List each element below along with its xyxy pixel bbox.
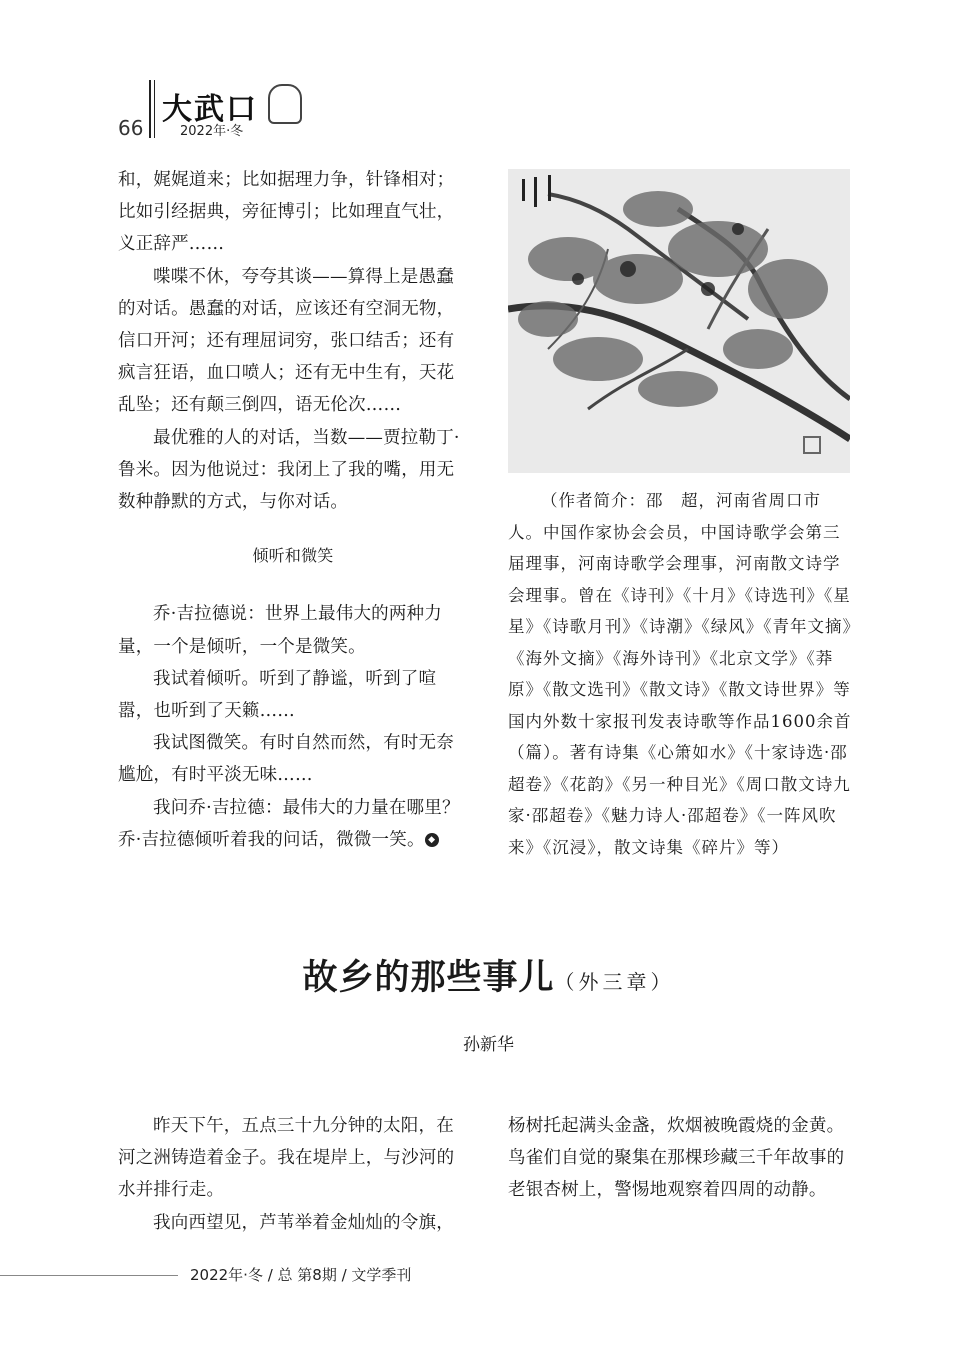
article-title-main: 故乡的那些事儿: [302, 958, 555, 998]
article-right-column: [508, 1110, 852, 1207]
header-divider: [149, 80, 151, 138]
section-subheading: 倾听和微笑: [252, 546, 334, 566]
ink-painting-image: [508, 169, 850, 473]
author-biography: [508, 485, 852, 863]
page-number: 66: [118, 116, 144, 140]
bio-text: （作者简介：邵 超，河南省周口市人。中国作家协会会员，中国诗歌学会第三届理事，河南诗歌学会理事，河南散文诗学会理事。曾在《诗刊》《十月》《诗选刊》《星星》《诗歌月刊》《诗潮》《绿风》《青年文摘》《海外文摘》《海外诗刊》《北京文学》《莽原》《散文选刊》《散文诗》《散文诗世界》等国内外数十家报刊发表诗歌等作品1600余首（篇）。著有诗集《心箫如水》《十家诗选·邵超卷》《花韵》《另一种目光》《周口散文诗九家·邵超卷》《魅力诗人·邵超卷》《一阵风吹来》《沉浸》，散文诗集《碎片》等）: [508, 491, 852, 857]
paragraph: 乔·吉拉德说：世界上最伟大的两种力量，一个是倾听，一个是微笑。: [118, 604, 442, 657]
paragraph: 昨天下午，五点三十九分钟的太阳，在河之洲铸造着金子。我在堤岸上，与沙河的水并排行走。: [118, 1116, 455, 1201]
article-title: [0, 950, 977, 1000]
paragraph: 杨树托起满头金盏，炊烟被晚霞烧的金黄。鸟雀们自觉的聚集在那棵珍藏三千年故事的老银杏树上，警惕地观察着四周的动静。: [508, 1116, 845, 1201]
paragraph: 和，娓娓道来；比如据理力争，针锋相对；比如引经据典，旁征博引；比如理直气壮，义正辞严……: [118, 170, 455, 255]
paragraph: 我向西望见，芦苇举着金灿灿的令旗，: [153, 1212, 454, 1233]
paragraph: 喋喋不休，夸夸其谈——算得上是愚蠢的对话。愚蠢的对话，应该还有空洞无物，信口开河；还有理屈词穷，张口结舌；还有疯言狂语，血口喷人；还有无中生有，天花乱坠；还有颠三倒四，语无伦次……: [118, 266, 455, 416]
article-author: 孙新华: [463, 1035, 514, 1055]
paragraph: 我试着倾听。听到了静谧，听到了喧嚣，也听到了天籁……: [118, 668, 437, 722]
tree-branch-illustration: [508, 169, 850, 473]
footer-rule: [0, 1275, 178, 1276]
paragraph-text: 我问乔·吉拉德：最伟大的力量在哪里？乔·吉拉德倾听着我的问话，微微一笑。: [118, 797, 460, 850]
issue-label: 2022年·冬: [180, 124, 244, 139]
paragraph: 最优雅的人的对话，当数——贾拉勒丁·鲁米。因为他说过：我闭上了我的嘴，用无数种静默的方式，与你对话。: [118, 427, 460, 513]
magazine-seal-logo: [268, 84, 302, 124]
footer-issue-info: 2022年·冬 / 总 第8期 / 文学季刊: [190, 1266, 412, 1284]
paragraph: 我试图微笑。有时自然而然，有时无奈尴尬，有时平淡无味……: [118, 733, 454, 786]
magazine-title: 大武口: [162, 92, 258, 127]
article-left-column: [118, 1110, 468, 1239]
paragraph: [118, 792, 468, 856]
left-column-top: [118, 164, 468, 856]
header-divider-thin: [154, 80, 155, 138]
end-mark-icon: ◆: [425, 833, 439, 847]
article-title-subtitle: （外三章）: [554, 970, 675, 994]
